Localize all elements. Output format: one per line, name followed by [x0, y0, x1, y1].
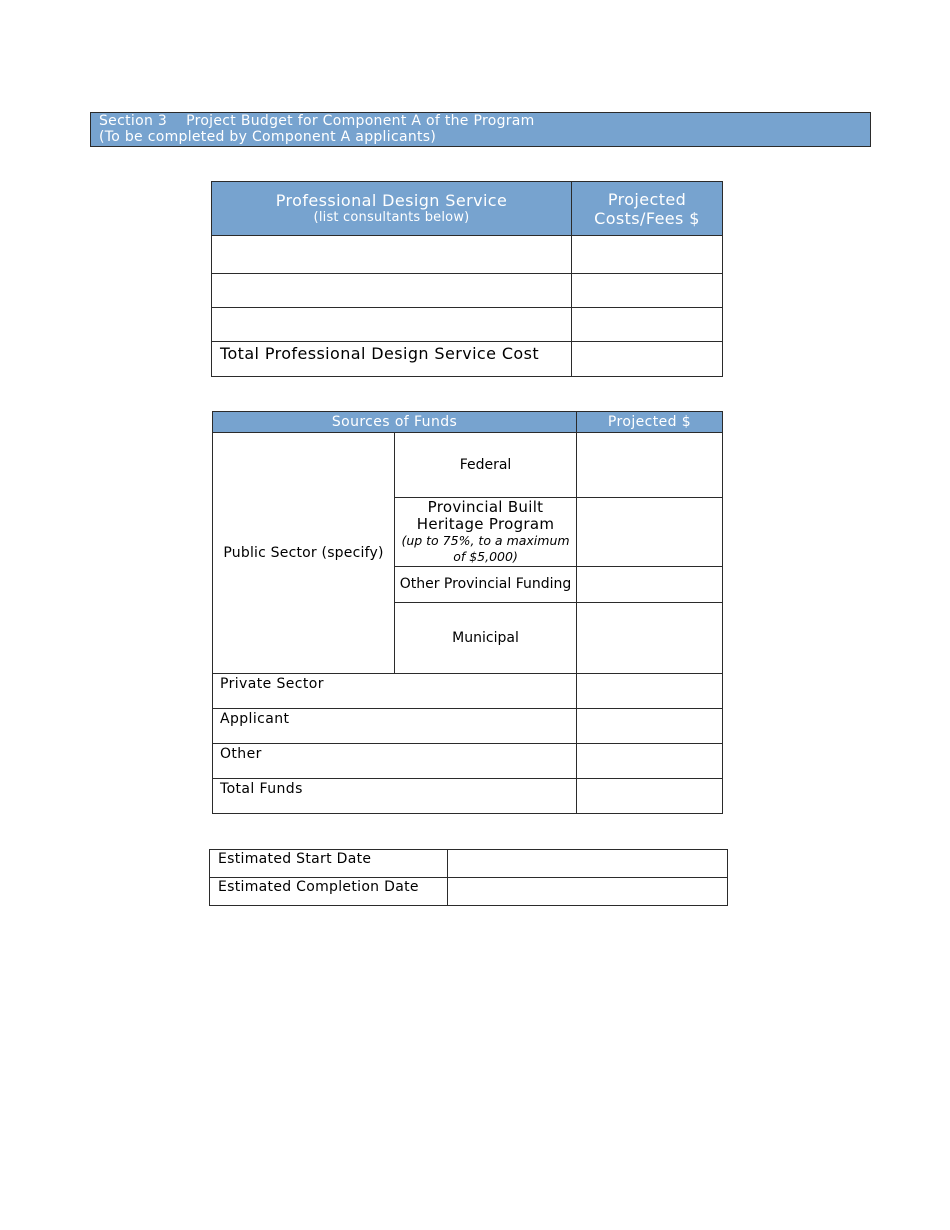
- completion-date-cell[interactable]: [448, 878, 728, 906]
- completion-date-row: [210, 878, 728, 906]
- federal-row: [213, 433, 723, 498]
- total-funds-row: [213, 779, 723, 814]
- applicant-amount-cell[interactable]: [577, 709, 723, 744]
- section-header: [90, 112, 871, 147]
- private-sector-row: [213, 674, 723, 709]
- consultant-cost-cell[interactable]: [572, 274, 723, 308]
- design-service-header: [212, 182, 572, 236]
- other-provincial-label: Other Provincial Funding: [395, 567, 577, 603]
- municipal-label: Municipal: [395, 603, 577, 674]
- federal-label: Federal: [395, 433, 577, 498]
- start-date-label: Estimated Start Date: [210, 850, 448, 878]
- consultant-row: [212, 274, 723, 308]
- section-title: Section 3 Project Budget for Component A of the Program: [99, 113, 535, 129]
- consultant-name-cell[interactable]: [212, 274, 572, 308]
- dates-table: [209, 849, 728, 906]
- total-design-label: Total Professional Design Service Cost: [212, 342, 572, 377]
- consultant-name-cell[interactable]: [212, 308, 572, 342]
- sources-of-funds-header: Sources of Funds: [213, 412, 577, 433]
- section-subtitle: (To be completed by Component A applicants): [99, 129, 437, 145]
- other-row: [213, 744, 723, 779]
- municipal-amount-cell[interactable]: [577, 603, 723, 674]
- funds-header-row: [213, 412, 723, 433]
- start-date-row: [210, 850, 728, 878]
- pbhp-label: Provincial Built Heritage Program: [416, 498, 555, 533]
- projected-costs-header: Projected Costs/Fees $: [572, 182, 723, 236]
- sources-of-funds-table: [212, 411, 723, 814]
- total-funds-amount-cell[interactable]: [577, 779, 723, 814]
- total-design-row: [212, 342, 723, 377]
- total-design-cost-cell[interactable]: [572, 342, 723, 377]
- applicant-row: [213, 709, 723, 744]
- consultant-cost-cell[interactable]: [572, 308, 723, 342]
- private-sector-label: Private Sector: [213, 674, 577, 709]
- other-label: Other: [213, 744, 577, 779]
- federal-amount-cell[interactable]: [577, 433, 723, 498]
- design-service-header-sub: (list consultants below): [313, 210, 470, 225]
- consultant-row: [212, 236, 723, 274]
- public-sector-label: Public Sector (specify): [213, 433, 395, 674]
- private-sector-amount-cell[interactable]: [577, 674, 723, 709]
- pbhp-note: (up to 75%, to a maximum of $5,000): [401, 533, 570, 564]
- other-amount-cell[interactable]: [577, 744, 723, 779]
- other-provincial-amount-cell[interactable]: [577, 567, 723, 603]
- design-table-header-row: [212, 182, 723, 236]
- projected-header: Projected $: [577, 412, 723, 433]
- applicant-label: Applicant: [213, 709, 577, 744]
- consultant-row: [212, 308, 723, 342]
- start-date-cell[interactable]: [448, 850, 728, 878]
- design-service-header-main: Professional Design Service: [275, 191, 508, 210]
- pbhp-cell: [395, 498, 577, 567]
- consultant-name-cell[interactable]: [212, 236, 572, 274]
- design-service-table: [211, 181, 723, 377]
- total-funds-label: Total Funds: [213, 779, 577, 814]
- completion-date-label: Estimated Completion Date: [210, 878, 448, 906]
- consultant-cost-cell[interactable]: [572, 236, 723, 274]
- pbhp-amount-cell[interactable]: [577, 498, 723, 567]
